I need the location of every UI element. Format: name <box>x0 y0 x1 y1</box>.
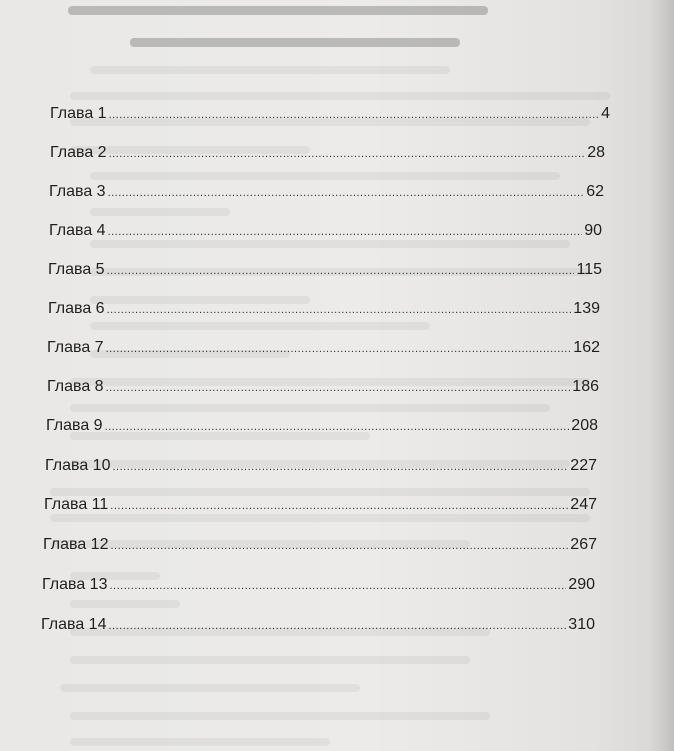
toc-page-number: 90 <box>584 222 602 239</box>
toc-chapter-label: Глава 13 <box>42 576 108 593</box>
toc-page-number: 227 <box>570 457 597 474</box>
toc-chapter-label: Глава 10 <box>45 457 111 474</box>
toc-entry <box>48 300 600 324</box>
toc-dot-leader <box>108 187 585 199</box>
toc-page-number: 139 <box>573 300 600 317</box>
toc-page-number: 115 <box>576 261 602 278</box>
toc-dot-leader <box>108 226 583 238</box>
toc-page-number: 290 <box>568 576 595 593</box>
toc-page-number: 310 <box>568 616 595 633</box>
toc-entry <box>50 105 610 129</box>
toc-entry <box>49 222 602 246</box>
toc-entry <box>42 576 595 600</box>
toc-dot-leader <box>108 620 566 632</box>
toc-dot-leader <box>112 461 568 473</box>
toc-page-number: 28 <box>587 144 605 161</box>
toc-entry <box>45 457 597 481</box>
toc-chapter-label: Глава 3 <box>49 183 106 200</box>
toc-chapter-label: Глава 7 <box>47 339 104 356</box>
toc-entry <box>50 144 605 168</box>
toc-dot-leader <box>106 343 572 355</box>
toc-dot-leader <box>107 304 572 316</box>
toc-dot-leader <box>105 421 570 433</box>
toc-page-number: 62 <box>586 183 604 200</box>
toc-dot-leader <box>110 500 568 512</box>
toc-chapter-label: Глава 12 <box>43 536 109 553</box>
toc-chapter-label: Глава 14 <box>41 616 107 633</box>
toc-page-number: 162 <box>573 339 600 356</box>
toc-chapter-label: Глава 8 <box>47 378 104 395</box>
toc-entry <box>48 261 602 285</box>
toc-dot-leader <box>109 109 600 121</box>
toc-dot-leader <box>107 265 575 277</box>
toc-chapter-label: Глава 5 <box>48 261 105 278</box>
toc-entry <box>41 616 595 640</box>
toc-chapter-label: Глава 2 <box>50 144 107 161</box>
toc-page-number: 247 <box>570 496 597 513</box>
toc-page-number: 4 <box>601 105 610 122</box>
toc-chapter-label: Глава 4 <box>49 222 106 239</box>
toc-page-number: 186 <box>572 378 599 395</box>
toc-dot-leader <box>106 382 571 394</box>
toc-entry <box>43 536 597 560</box>
toc-page-number: 208 <box>571 417 598 434</box>
toc-chapter-label: Глава 6 <box>48 300 105 317</box>
toc-entry <box>44 496 597 520</box>
toc-chapter-label: Глава 11 <box>44 496 109 513</box>
toc-page-number: 267 <box>570 536 597 553</box>
toc-dot-leader <box>109 148 586 160</box>
toc-entry <box>46 417 598 441</box>
toc-dot-leader <box>109 580 566 592</box>
toc-entry <box>47 378 599 402</box>
toc-dot-leader <box>110 540 568 552</box>
toc-entry <box>49 183 604 207</box>
toc-entry <box>47 339 600 363</box>
toc-chapter-label: Глава 1 <box>50 105 107 122</box>
toc-chapter-label: Глава 9 <box>46 417 103 434</box>
